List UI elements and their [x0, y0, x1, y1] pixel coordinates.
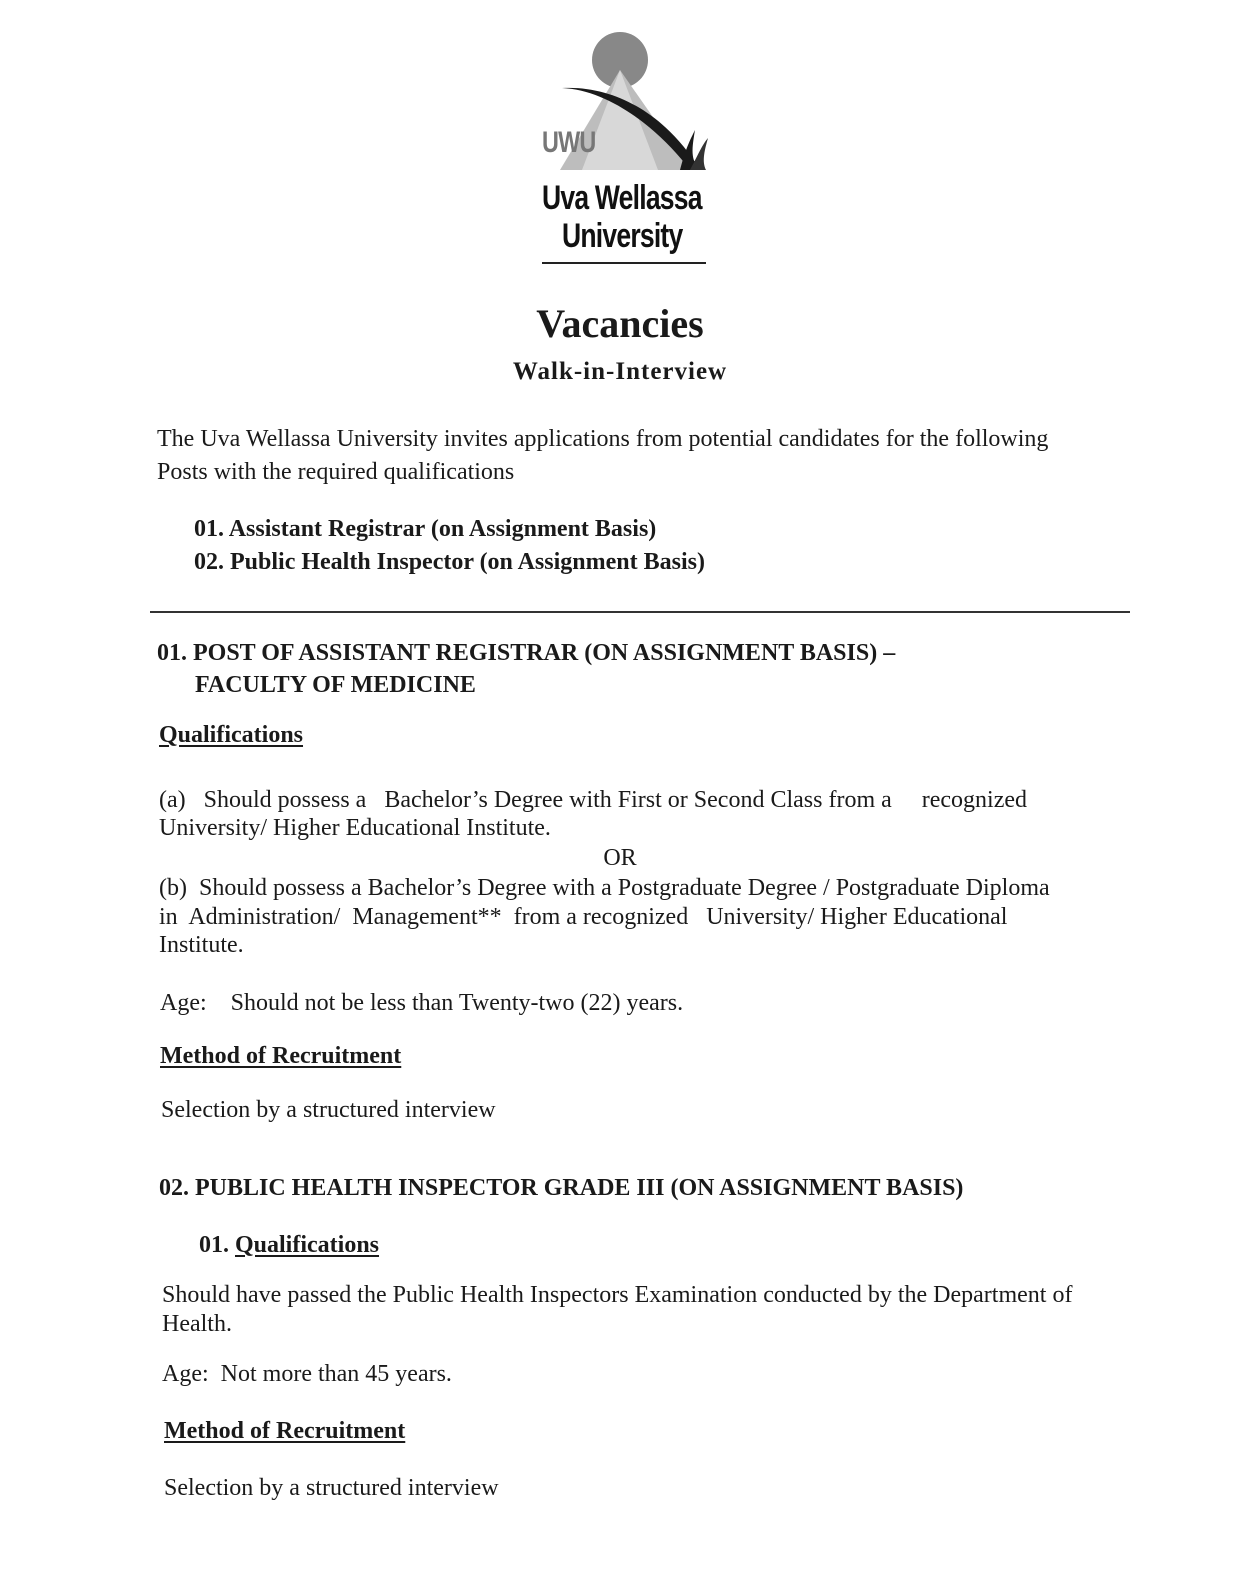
section1-qual-b-line3: Institute.: [159, 932, 244, 958]
section1-qual-a-line2: University/ Higher Educational Institute.: [159, 815, 551, 841]
posts-list-label: Assistant Registrar (on Assignment Basis): [228, 516, 657, 542]
section1-heading-line1: 01. POST OF ASSISTANT REGISTRAR (ON ASSIGNMENT BASIS) –: [157, 640, 896, 666]
section1-qualifications-heading: Qualifications: [159, 722, 304, 748]
posts-list-num: 02.: [194, 549, 224, 575]
posts-list-item: [194, 514, 656, 544]
page-title: Vacancies: [536, 301, 704, 346]
posts-list-item: [194, 547, 705, 577]
section1-or: OR: [603, 845, 637, 871]
section2-qual-line2: Health.: [162, 1311, 232, 1337]
section2-qual-line1: Should have passed the Public Health Inspectors Examination conducted by the Department of: [162, 1282, 1073, 1308]
section1-method-heading: Method of Recruitment: [160, 1043, 402, 1069]
logo-name-line2: University: [562, 217, 683, 255]
section1-qual-a-line1: (a) Should possess a Bachelor’s Degree with First or Second Class from a recognized: [159, 787, 1028, 813]
logo-name-line1: Uva Wellassa: [542, 179, 702, 217]
posts-list-label: Public Health Inspector (on Assignment Basis): [230, 549, 705, 575]
section2-qualifications-row: [199, 1230, 379, 1260]
section1-heading-line2: FACULTY OF MEDICINE: [195, 672, 476, 698]
section2-heading: 02. PUBLIC HEALTH INSPECTOR GRADE III (ON ASSIGNMENT BASIS): [159, 1175, 964, 1201]
posts-list-num: 01.: [194, 516, 224, 542]
page-subtitle: Walk-in-Interview: [512, 358, 728, 385]
university-logo: [540, 30, 720, 270]
section1-age: Age: Should not be less than Twenty-two (22) years.: [160, 990, 684, 1016]
section2-age: Age: Not more than 45 years.: [162, 1361, 452, 1387]
logo-underline: [542, 262, 706, 264]
section2-qualifications-heading: Qualifications: [235, 1232, 380, 1258]
section2-qual-num: 01.: [199, 1232, 229, 1258]
section1-qual-b-line1: (b) Should possess a Bachelor’s Degree with a Postgraduate Degree / Postgraduate Diploma: [159, 875, 1050, 901]
logo-emblem-icon: [540, 30, 720, 200]
section1-method-text: Selection by a structured interview: [161, 1097, 496, 1123]
intro-line-1: The Uva Wellassa University invites applications from potential candidates for the following: [157, 426, 1049, 452]
section-divider: [150, 611, 1130, 613]
section2-method-text: Selection by a structured interview: [164, 1475, 499, 1501]
logo-abbr: UWU: [542, 126, 596, 159]
section2-method-heading: Method of Recruitment: [164, 1418, 406, 1444]
section1-qual-b-line2: in Administration/ Management** from a recognized University/ Higher Educational: [159, 904, 1008, 930]
intro-line-2: Posts with the required qualifications: [157, 459, 515, 485]
